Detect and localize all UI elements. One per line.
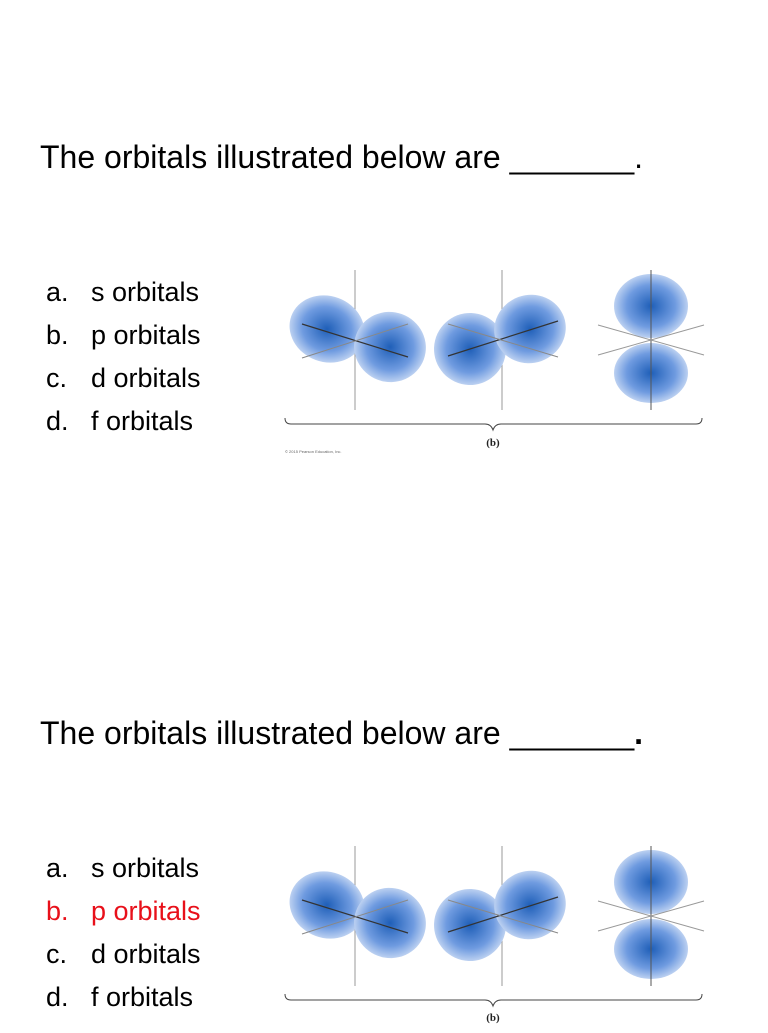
question-period: .: [634, 715, 644, 751]
option-label: d orbitals: [91, 939, 201, 969]
px-orbital: [282, 846, 436, 986]
option-letter: b.: [46, 896, 69, 926]
option-b[interactable]: [46, 314, 201, 357]
py-orbital: [424, 270, 576, 410]
figure-copyright: © 2015 Pearson Education, Inc.: [285, 449, 342, 454]
question-stem: The orbitals illustrated below are _______: [40, 139, 635, 175]
option-letter: a.: [46, 277, 69, 307]
p-orbitals-illustration: [282, 267, 706, 457]
p-orbitals-illustration: [282, 843, 706, 1024]
option-d[interactable]: [46, 976, 201, 1019]
option-letter: c.: [46, 939, 68, 969]
question-text: [40, 139, 643, 175]
option-letter: c.: [46, 363, 68, 393]
option-letter: d.: [46, 982, 69, 1012]
brace-line: [285, 418, 702, 430]
pz-orbital: [598, 270, 704, 410]
brace-line: [285, 994, 702, 1006]
option-c[interactable]: [46, 357, 201, 400]
figure-label: (b): [486, 437, 500, 449]
question-stem: The orbitals illustrated below are _______: [40, 715, 635, 751]
answer-options: [46, 271, 201, 443]
option-label: s orbitals: [91, 277, 200, 307]
px-orbital: [282, 270, 436, 410]
orbital-figure: [282, 267, 706, 457]
py-orbital: [424, 846, 576, 986]
option-letter: d.: [46, 406, 69, 436]
question-period: .: [634, 139, 644, 175]
pz-orbital: [598, 846, 704, 986]
option-b-correct[interactable]: [46, 890, 201, 933]
option-label: d orbitals: [91, 363, 201, 393]
option-letter: b.: [46, 320, 69, 350]
figure-label: (b): [486, 1012, 500, 1024]
option-label: s orbitals: [91, 853, 200, 883]
option-label: p orbitals: [91, 896, 201, 926]
orbital-figure: [282, 843, 706, 1033]
answer-options: [46, 847, 201, 1019]
question-text: [40, 715, 643, 751]
option-d[interactable]: [46, 400, 201, 443]
option-letter: a.: [46, 853, 69, 883]
option-a[interactable]: [46, 847, 201, 890]
option-label: f orbitals: [91, 406, 194, 436]
option-label: p orbitals: [91, 320, 201, 350]
option-a[interactable]: [46, 271, 201, 314]
option-c[interactable]: [46, 933, 201, 976]
option-label: f orbitals: [91, 982, 194, 1012]
